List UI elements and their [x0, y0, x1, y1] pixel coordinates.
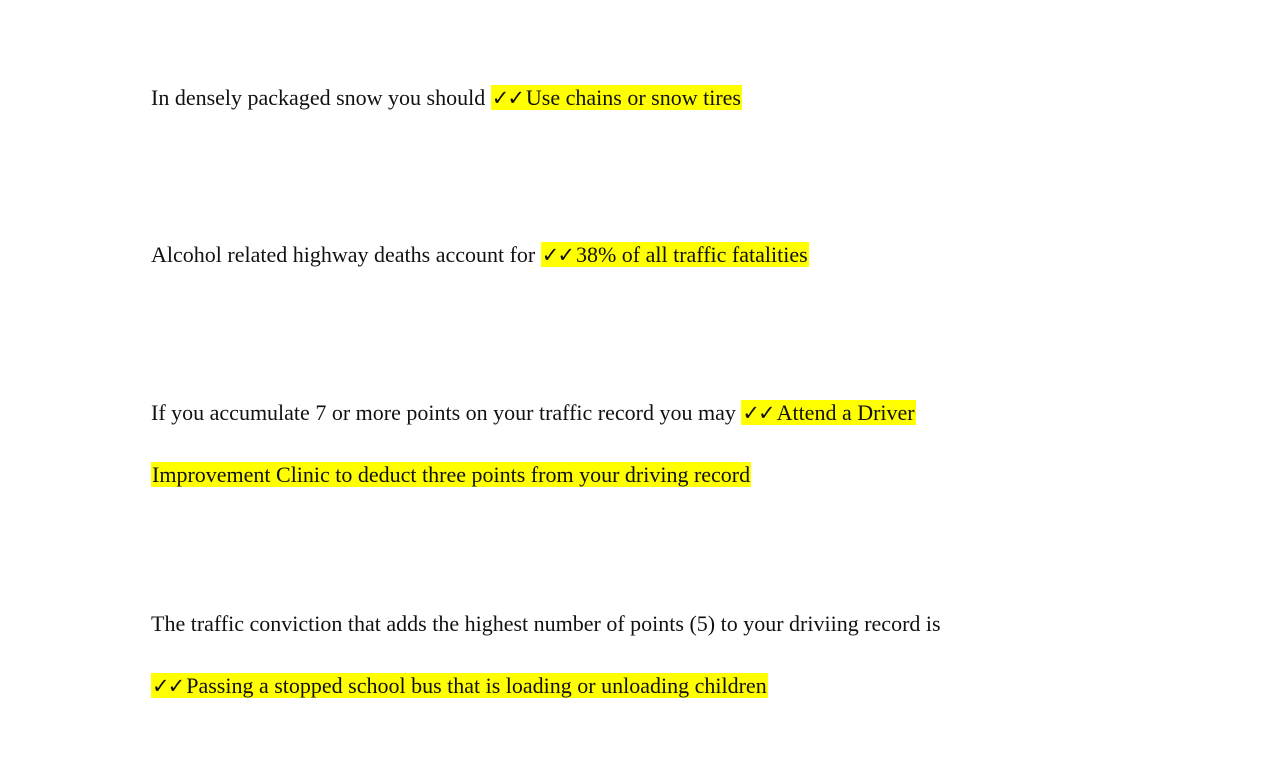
answer-4 — [151, 673, 768, 698]
question-4-text: The traffic conviction that adds the highest number of points (5) to your driviing record is — [151, 611, 941, 636]
question-4 — [151, 606, 941, 642]
question-2-text: Alcohol related highway deaths account for — [151, 242, 536, 267]
answer-3-text-line-1: Attend a Driver — [776, 400, 915, 425]
question-3-text: If you accumulate 7 or more points on your traffic record you may — [151, 400, 736, 425]
answer-4-text: Passing a stopped school bus that is loading or unloading children — [186, 673, 767, 698]
double-check-icon: ✓✓ — [742, 401, 774, 425]
question-1-text: In densely packaged snow you should — [151, 85, 486, 110]
double-check-icon: ✓✓ — [491, 86, 523, 110]
question-3 — [151, 395, 916, 431]
answer-1 — [491, 85, 742, 110]
answer-3-text-line-2: Improvement Clinic to deduct three points from your driving record — [152, 462, 751, 487]
answer-3-continuation — [151, 457, 751, 493]
double-check-icon: ✓✓ — [541, 243, 573, 267]
answer-4-line — [151, 668, 768, 704]
answer-2 — [541, 242, 809, 267]
question-1 — [151, 80, 742, 116]
question-2 — [151, 237, 809, 273]
answer-2-text: 38% of all traffic fatalities — [575, 242, 808, 267]
double-check-icon: ✓✓ — [152, 674, 184, 698]
answer-1-text: Use chains or snow tires — [525, 85, 741, 110]
answer-3-line-1 — [741, 400, 915, 425]
